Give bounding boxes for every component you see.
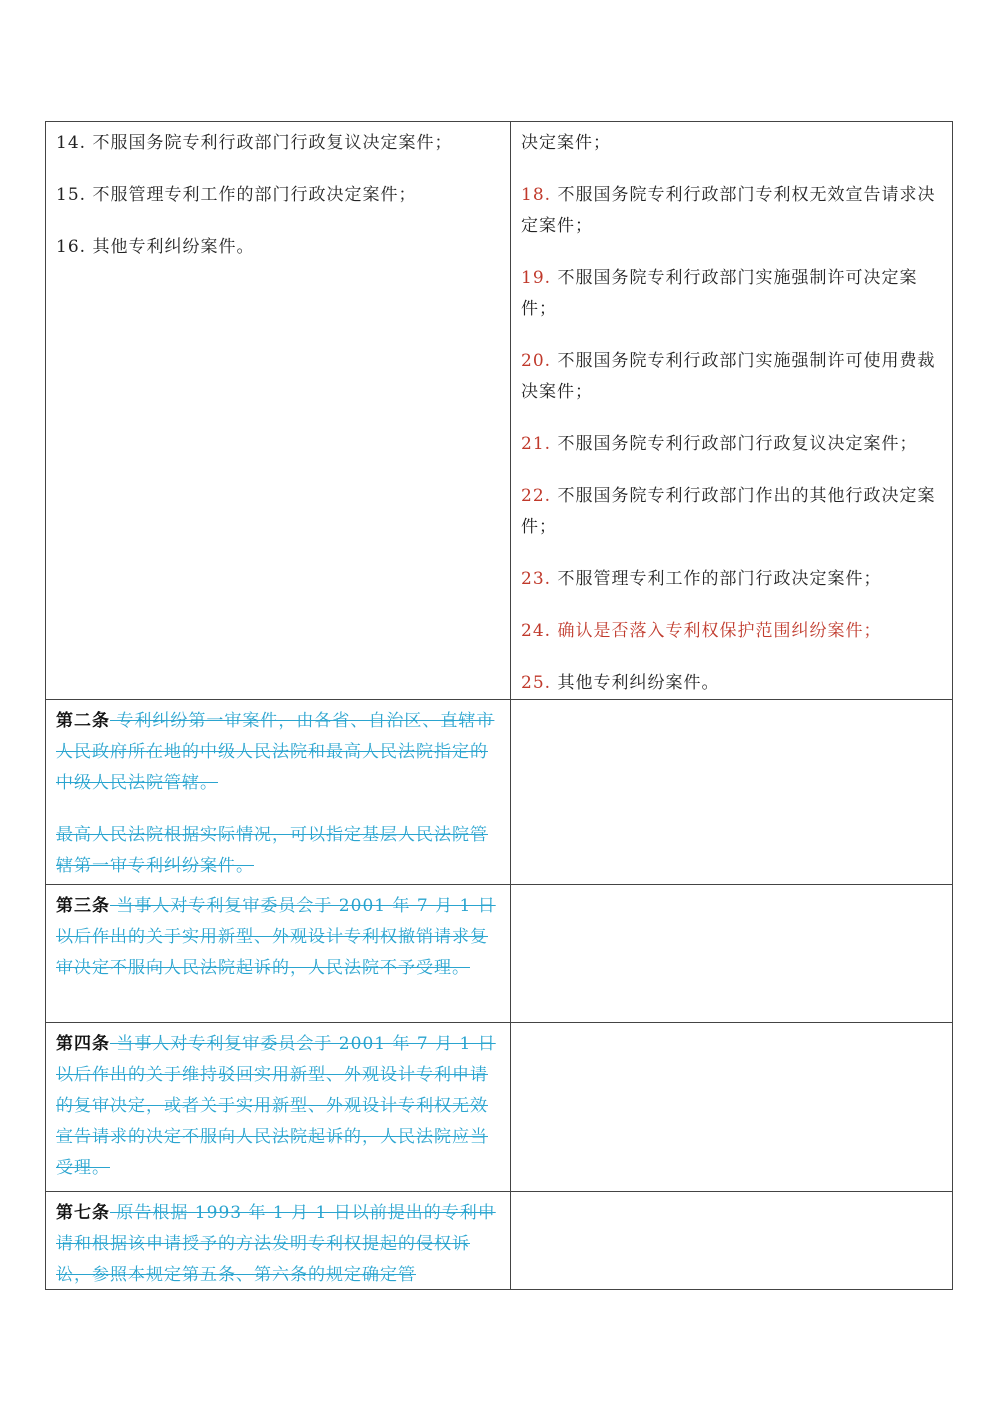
comparison-table <box>45 121 953 1290</box>
article-4-para <box>56 1029 500 1184</box>
right-item-22 <box>521 481 942 543</box>
right-item-18 <box>521 180 942 242</box>
table-row <box>46 1192 953 1290</box>
item-number: 22. <box>521 486 552 506</box>
right-item-20 <box>521 346 942 408</box>
right-item-24 <box>521 616 942 647</box>
article-3-para <box>56 891 500 984</box>
right-continuation: 决定案件； <box>521 133 611 153</box>
right-item-19 <box>521 263 942 325</box>
item-number: 21. <box>521 434 552 454</box>
right-item-21 <box>521 429 942 460</box>
item-number: 20. <box>521 351 552 371</box>
table-row <box>46 1023 953 1192</box>
left-item-16: 16. 其他专利纠纷案件。 <box>56 237 255 257</box>
item-text: 不服国务院专利行政部门专利权无效宣告请求决定案件； <box>521 185 936 236</box>
item-number: 23. <box>521 569 552 589</box>
item-number: 25. <box>521 673 552 693</box>
empty-cell <box>511 885 953 1023</box>
left-item-15: 15. 不服管理专利工作的部门行政决定案件； <box>56 185 417 205</box>
deleted-text: 专利纠纷第一审案件，由各省、自治区、直辖市人民政府所在地的中级人民法院和最高人民法院指定的中级人民法院管辖。 <box>56 711 495 793</box>
article-4-cell <box>46 1023 511 1192</box>
article-3-label: 第三条 <box>56 896 110 916</box>
deleted-text: 最高人民法院根据实际情况，可以指定基层人民法院管辖第一审专利纠纷案件。 <box>56 825 488 876</box>
right-item-25 <box>521 668 942 699</box>
empty-cell <box>511 1023 953 1192</box>
article-2-para-2 <box>56 820 500 882</box>
item-number: 24. <box>521 621 552 641</box>
item-text: 不服国务院专利行政部门实施强制许可使用费裁决案件； <box>521 351 936 402</box>
article-2-para-1 <box>56 706 500 799</box>
empty-cell <box>511 700 953 885</box>
article-3-cell <box>46 885 511 1023</box>
item-number: 19. <box>521 268 552 288</box>
right-cell <box>511 122 953 700</box>
item-text: 不服国务院专利行政部门实施强制许可决定案件； <box>521 268 918 319</box>
deleted-text: 原告根据 1993 年 1 月 1 日以前提出的专利申请和根据该申请授予的方法发明专利权提起的侵权诉讼，参照本规定第五条、第六条的规定确定管 <box>56 1203 496 1285</box>
item-text: 不服国务院专利行政部门作出的其他行政决定案件； <box>521 486 936 537</box>
article-2-label: 第二条 <box>56 711 110 731</box>
item-number: 18. <box>521 185 552 205</box>
deleted-text: 当事人对专利复审委员会于 2001 年 7 月 1 日以后作出的关于实用新型、外观设计专利权撤销请求复审决定不服向人民法院起诉的，人民法院不予受理。 <box>56 896 496 978</box>
item-text: 不服管理专利工作的部门行政决定案件； <box>551 569 882 589</box>
article-7-para <box>56 1198 500 1289</box>
table-row <box>46 885 953 1023</box>
table-row <box>46 700 953 885</box>
article-4-label: 第四条 <box>56 1034 110 1054</box>
empty-cell <box>511 1192 953 1290</box>
right-item-23 <box>521 564 942 595</box>
item-text: 不服国务院专利行政部门行政复议决定案件； <box>551 434 918 454</box>
item-text: 其他专利纠纷案件。 <box>551 673 720 693</box>
table-row <box>46 122 953 700</box>
deleted-text: 当事人对专利复审委员会于 2001 年 7 月 1 日以后作出的关于维持驳回实用新型、外观设计专利申请的复审决定，或者关于实用新型、外观设计专利权无效宣告请求的决定不服向人民法院起诉的，人民法院应当受理。 <box>56 1034 496 1178</box>
article-7-cell <box>46 1192 511 1290</box>
article-7-label: 第七条 <box>56 1203 110 1223</box>
item-text: 确认是否落入专利权保护范围纠纷案件； <box>551 621 882 641</box>
article-2-cell <box>46 700 511 885</box>
left-item-14: 14. 不服国务院专利行政部门行政复议决定案件； <box>56 133 453 153</box>
left-cell <box>46 122 511 700</box>
